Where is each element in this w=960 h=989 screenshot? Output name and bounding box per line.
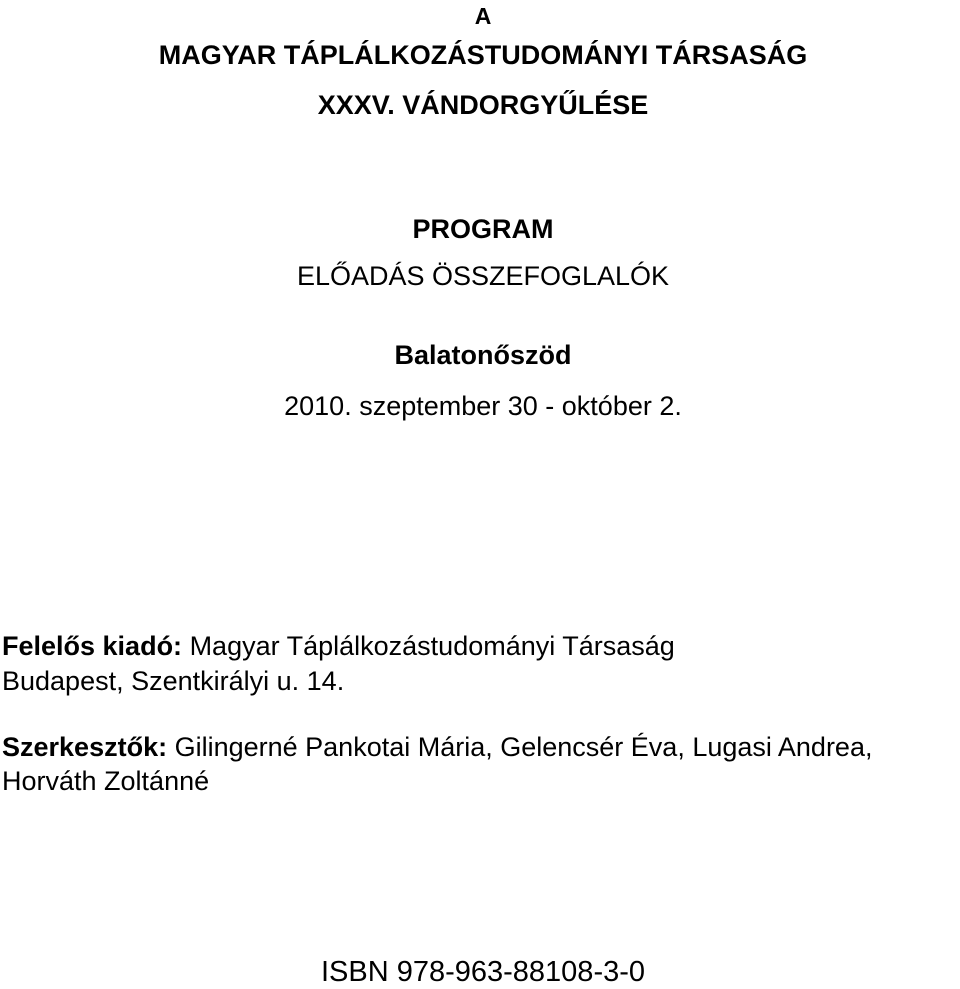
editors-label: Szerkesztők: xyxy=(2,732,168,762)
editors-names: Gilingerné Pankotai Mária, Gelencsér Éva, Lugasi Andrea, xyxy=(167,732,873,762)
isbn: ISBN 978-963-88108-3-0 xyxy=(320,956,646,988)
abstracts-heading: ELŐADÁS ÖSSZEFOGLALÓK xyxy=(296,261,670,291)
venue-place: Balatonőszöd xyxy=(394,340,572,370)
meeting-title: XXXV. VÁNDORGYŰLÉSE xyxy=(317,90,649,120)
editors-line xyxy=(2,734,872,761)
publisher-label: Felelős kiadó: xyxy=(2,631,183,661)
publisher-name: Magyar Táplálkozástudományi Társaság xyxy=(182,631,675,661)
program-heading: PROGRAM xyxy=(412,214,554,244)
publisher-address: Budapest, Szentkirályi u. 14. xyxy=(2,666,345,696)
editors-names-continued: Horváth Zoltánné xyxy=(2,766,210,796)
venue-dates: 2010. szeptember 30 - október 2. xyxy=(284,391,682,421)
title-prefix: A xyxy=(474,3,492,29)
publisher-line xyxy=(2,633,675,660)
society-name: MAGYAR TÁPLÁLKOZÁSTUDOMÁNYI TÁRSASÁG xyxy=(158,40,808,70)
